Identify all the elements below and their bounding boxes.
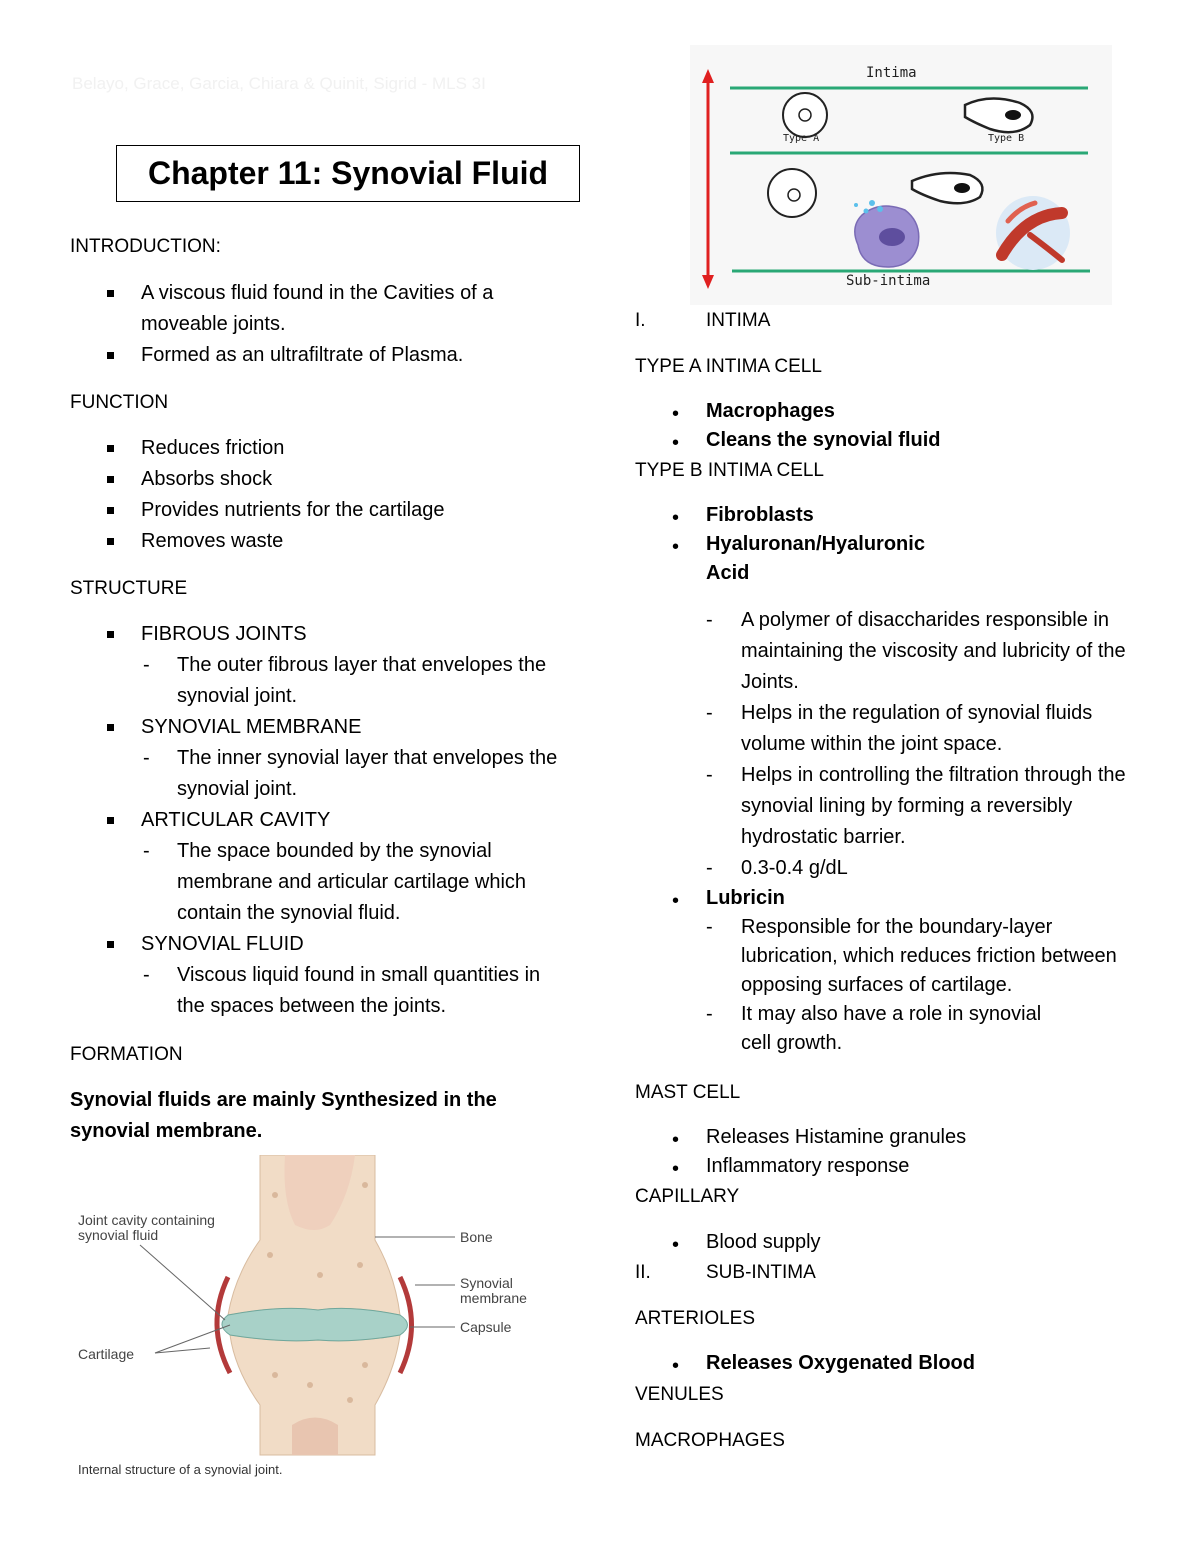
structure-fluid-label: SYNOVIAL FLUID	[141, 933, 304, 955]
type-b-cell-icon	[965, 98, 1032, 132]
round-bullet-icon: •	[672, 890, 680, 912]
round-bullet-icon: •	[672, 507, 680, 529]
dash-marker: -	[706, 764, 713, 786]
diagram-type-b-label: Type B	[988, 133, 1025, 144]
type-b-item-2: Hyaluronan/Hyaluronic Acid	[706, 533, 925, 584]
sub-intima-number: II.	[635, 1262, 651, 1283]
hyaluronan-detail-3: Helps in controlling the filtration through the synovial lining by forming a reversibly hydrostatic barrier.	[741, 764, 1126, 848]
mast-cell-item-2: Inflammatory response	[706, 1155, 910, 1177]
structure-cavity-label: ARTICULAR CAVITY	[141, 809, 331, 831]
function-item-2: Absorbs shock	[141, 468, 273, 490]
dash-marker: -	[706, 702, 713, 724]
function-item-3: Provides nutrients for the cartilage	[141, 499, 445, 521]
type-a-heading: TYPE A INTIMA CELL	[635, 356, 822, 377]
dash-marker: -	[143, 747, 150, 769]
intima-number: I.	[635, 310, 646, 331]
structure-membrane-label: SYNOVIAL MEMBRANE	[141, 716, 362, 738]
dash-marker: -	[143, 654, 150, 676]
round-bullet-icon: •	[672, 1158, 680, 1180]
dash-marker: -	[706, 609, 713, 631]
arrow-up-head-icon	[702, 69, 714, 83]
diagram-subintima-label: Sub-intima	[846, 273, 931, 289]
structure-fibrous-label: FIBROUS JOINTS	[141, 623, 307, 645]
author-watermark: Belayo, Grace, Garcia, Chiara & Quinit, Sigrid - MLS 3I	[72, 74, 486, 93]
function-item-1: Reduces friction	[141, 437, 285, 459]
mast-cell-heading: MAST CELL	[635, 1082, 741, 1103]
intro-item-2: Formed as an ultrafiltrate of Plasma.	[141, 344, 464, 366]
dash-marker: -	[143, 840, 150, 862]
intro-item-1: A viscous fluid found in the Cavities of a moveable joints.	[141, 282, 494, 335]
diagram-intima-label: Intima	[866, 65, 917, 81]
structure-cavity-desc: The space bounded by the synovial membrane and articular cartilage which contain the synovial fluid.	[177, 840, 527, 924]
structure-fibrous-desc: The outer fibrous layer that envelopes the synovial joint.	[177, 654, 547, 707]
function-heading: FUNCTION	[70, 392, 169, 413]
lower-marrow-shape	[292, 1418, 338, 1456]
figure-caption: Internal structure of a synovial joint.	[78, 1462, 283, 1477]
dash-marker: -	[706, 1003, 713, 1025]
square-bullet-icon	[107, 290, 114, 297]
type-b-cell-icon	[912, 173, 982, 203]
joint-cavity-shape	[222, 1308, 408, 1340]
type-b-heading: TYPE B INTIMA CELL	[635, 460, 824, 481]
dash-marker: -	[143, 964, 150, 986]
square-bullet-icon	[107, 631, 114, 638]
hyaluronan-detail-1: A polymer of disaccharides responsible in maintaining the viscosity and lubricity of the Joints.	[741, 609, 1126, 693]
square-bullet-icon	[107, 476, 114, 483]
capillary-item-1: Blood supply	[706, 1231, 821, 1253]
hyaluronan-detail-4: 0.3-0.4 g/dL	[741, 857, 848, 879]
structure-heading: STRUCTURE	[70, 578, 188, 599]
label-bone: Bone	[460, 1229, 493, 1245]
introduction-heading: INTRODUCTION:	[70, 236, 221, 257]
venules-heading: VENULES	[635, 1384, 724, 1405]
square-bullet-icon	[107, 445, 114, 452]
square-bullet-icon	[107, 724, 114, 731]
lubricin-detail-1: Responsible for the boundary-layer lubrication, which reduces friction between opposing surfaces of cartilage.	[741, 916, 1117, 996]
structure-membrane-desc: The inner synovial layer that envelopes the synovial joint.	[177, 747, 558, 800]
round-bullet-icon: •	[672, 536, 680, 558]
arterioles-heading: ARTERIOLES	[635, 1308, 756, 1329]
lubricin-item: Lubricin	[706, 887, 785, 909]
sub-intima-heading: SUB-INTIMA	[706, 1262, 816, 1283]
label-joint-cavity: Joint cavity containing synovial fluid	[78, 1212, 215, 1243]
capillary-heading: CAPILLARY	[635, 1186, 740, 1207]
round-bullet-icon: •	[672, 432, 680, 454]
intima-heading: INTIMA	[706, 310, 771, 331]
lubricin-detail-2: It may also have a role in synovial cell growth.	[741, 1003, 1042, 1054]
square-bullet-icon	[107, 538, 114, 545]
square-bullet-icon	[107, 352, 114, 359]
arrow-down-head-icon	[702, 275, 714, 289]
chapter-title-box	[116, 145, 580, 202]
macrophages-heading: MACROPHAGES	[635, 1430, 785, 1451]
round-bullet-icon: •	[672, 1129, 680, 1151]
diagram-type-a-label: Type A	[783, 133, 820, 144]
type-b-item-1: Fibroblasts	[706, 504, 814, 526]
formation-heading: FORMATION	[70, 1044, 183, 1065]
label-capsule: Capsule	[460, 1319, 512, 1335]
dash-marker: -	[706, 857, 713, 879]
round-bullet-icon: •	[672, 1234, 680, 1256]
function-item-4: Removes waste	[141, 530, 284, 552]
square-bullet-icon	[107, 941, 114, 948]
formation-text: Synovial fluids are mainly Synthesized in the synovial membrane.	[70, 1089, 497, 1142]
intima-layer-diagram	[690, 45, 1112, 305]
round-bullet-icon: •	[672, 1355, 680, 1377]
mast-cell-item-1: Releases Histamine granules	[706, 1126, 967, 1148]
round-bullet-icon: •	[672, 403, 680, 425]
square-bullet-icon	[107, 507, 114, 514]
hyaluronan-detail-2: Helps in the regulation of synovial fluids volume within the joint space.	[741, 702, 1093, 755]
label-cartilage: Cartilage	[78, 1346, 135, 1362]
chapter-title: Chapter 11: Synovial Fluid	[147, 155, 549, 191]
arterioles-item-1: Releases Oxygenated Blood	[706, 1352, 975, 1374]
structure-fluid-desc: Viscous liquid found in small quantities in the spaces between the joints.	[177, 964, 541, 1017]
type-a-item-1: Macrophages	[706, 400, 835, 422]
square-bullet-icon	[107, 817, 114, 824]
label-synovial-membrane: Synovial membrane	[460, 1275, 527, 1306]
type-a-item-2: Cleans the synovial fluid	[706, 429, 941, 451]
dash-marker: -	[706, 916, 713, 938]
